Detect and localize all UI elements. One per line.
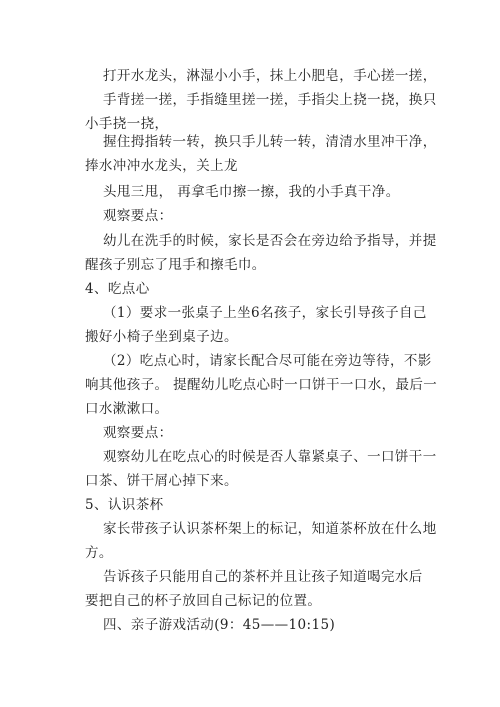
- section-note-heading: 观察要点：: [103, 208, 173, 224]
- text-line: 打开水龙头，淋湿小小手，抹上小肥皂，手心搓一搓，: [103, 68, 437, 84]
- text-line: 头甩三甩， 再拿毛巾擦一擦，我的小手真干净。: [103, 184, 400, 200]
- text-line: 告诉孩子只能用自己的茶杯并且让孩子知道喝完水后: [103, 569, 423, 585]
- text-line: 醒孩子别忘了甩手和擦毛巾。: [85, 257, 266, 273]
- text-line: 握住拇指转一转，换只手儿转一转，清清水里冲干净，: [103, 134, 437, 150]
- text-line: 方。: [85, 545, 113, 561]
- text-line: 幼儿在洗手的时候，家长是否会在旁边给予指导，并提: [103, 233, 437, 249]
- text-line: 搬好小椅子坐到桌子边。: [85, 329, 238, 345]
- text-line: 口茶、饼干屑心掉下来。: [85, 473, 238, 489]
- text-line: 口水漱漱口。: [85, 401, 169, 417]
- text-line: （2）吃点心时，请家长配合尽可能在旁边等待，不影: [103, 353, 432, 369]
- text-line: 响其他孩子。 提醒幼儿吃点心时一口饼干一口水，最后一: [85, 377, 438, 393]
- text-line: 要把自己的杯子放回自己标记的位置。: [85, 593, 322, 609]
- text-line: 小手挠一挠，: [85, 116, 169, 132]
- text-line: （1）要求一张桌子上坐6名孩子，家长引导孩子自己: [103, 305, 427, 321]
- text-line: 手背搓一搓，手指缝里搓一搓，手指尖上挠一挠，换只: [103, 92, 437, 108]
- section-heading: 4、吃点心: [85, 281, 150, 297]
- section-heading: 四、亲子游戏活动(9：45——10:15): [103, 617, 336, 633]
- section-note-heading: 观察要点：: [103, 425, 173, 441]
- text-line: 家长带孩子认识茶杯架上的标记，知道茶杯放在什么地: [103, 521, 437, 537]
- section-heading: 5、认识茶杯: [85, 497, 164, 513]
- text-line: 观察幼儿在吃点心的时候是否人靠紧桌子、一口饼干一: [103, 449, 437, 465]
- text-line: 捧水冲冲水龙头，关上龙: [85, 158, 238, 174]
